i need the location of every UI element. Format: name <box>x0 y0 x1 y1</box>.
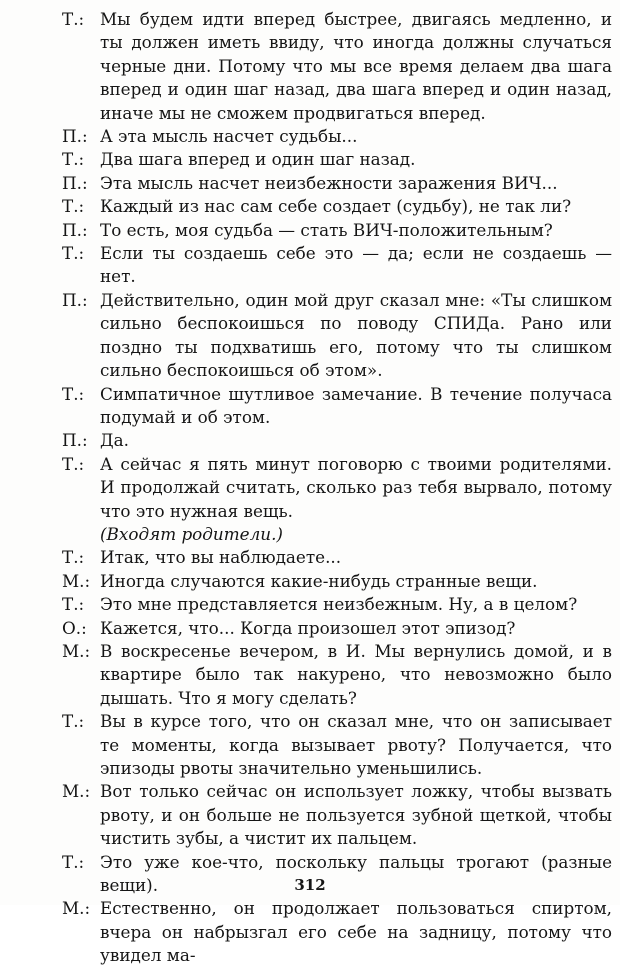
dialogue-line <box>62 242 612 289</box>
speaker-label: П.: <box>62 430 88 451</box>
line-text: Вот только сейчас он использует ложку, чтобы вызвать рвоту, и он больше не пользуется зубной щеткой, чтобы чистить зубы, а чистит их пальцем. <box>100 781 612 849</box>
speaker-label: П.: <box>62 289 88 310</box>
speaker-label: Т.: <box>62 453 85 474</box>
speaker-label: М.: <box>62 640 91 661</box>
speaker-label: Т.: <box>62 547 85 568</box>
speaker-label: О.: <box>62 617 87 638</box>
dialogue-line <box>62 453 612 523</box>
line-text: Каждый из нас сам себе создает (судьбу), не так ли? <box>100 196 572 217</box>
dialogue-line <box>62 148 612 171</box>
dialogue-transcript <box>62 8 612 968</box>
dialogue-line <box>62 219 612 242</box>
dialogue-line <box>62 429 612 452</box>
line-text: Это уже кое-что, поскольку пальцы трогают (разные вещи). <box>100 851 612 896</box>
dialogue-line <box>62 172 612 195</box>
speaker-label: Т.: <box>62 383 85 404</box>
dialogue-line <box>62 570 612 593</box>
line-text: Два шага вперед и один шаг назад. <box>100 149 416 170</box>
line-text: А сейчас я пять минут поговорю с твоими родителями. И продолжай считать, сколько раз тебя вырвало, потому что это нужная вещь. <box>100 453 612 521</box>
line-text: Итак, что вы наблюдаете... <box>100 547 342 568</box>
line-text: Если ты создаешь себе это — да; если не создаешь — нет. <box>100 243 612 287</box>
speaker-label: Т.: <box>62 243 85 264</box>
line-text: Это мне представляется неизбежным. Ну, а в целом? <box>100 594 578 615</box>
line-text: Да. <box>100 430 129 451</box>
line-text: Кажется, что... Когда произошел этот эпизод? <box>100 617 516 638</box>
dialogue-line <box>62 383 612 430</box>
speaker-label: М.: <box>62 570 91 591</box>
line-text: А эта мысль насчет судьбы... <box>100 126 358 147</box>
line-text: То есть, моя судьба — стать ВИЧ-положительным? <box>100 219 553 240</box>
line-text: Иногда случаются какие-нибудь странные вещи. <box>100 570 538 591</box>
dialogue-line <box>62 710 612 780</box>
line-text: Действительно, один мой друг сказал мне: «Ты слишком сильно беспокоишься по поводу СПИДа. Рано или поздно ты подхватишь его, потому что ты слишком сильно беспокоишься об этом». <box>100 289 612 381</box>
dialogue-line <box>62 780 612 850</box>
dialogue-line <box>62 8 612 125</box>
dialogue-line <box>62 289 612 383</box>
speaker-label: Т.: <box>62 149 85 170</box>
speaker-label: П.: <box>62 126 88 147</box>
line-text: Естественно, он продолжает пользоваться спиртом, вчера он набрызгал его себе на задницу, потому что увидел ма- <box>100 898 612 966</box>
speaker-label: М.: <box>62 781 91 802</box>
line-text: Эта мысль насчет неизбежности заражения ВИЧ... <box>100 172 558 193</box>
dialogue-line <box>62 195 612 218</box>
dialogue-line <box>62 617 612 640</box>
dialogue-line <box>62 125 612 148</box>
line-text: Вы в курсе того, что он сказал мне, что он записывает те моменты, когда вызывает рвоту? Получается, что эпизоды рвоты значительно уменьшились. <box>100 711 612 778</box>
dialogue-line <box>62 593 612 616</box>
page-number: 312 <box>294 876 326 894</box>
line-text: Симпатичное шутливое замечание. В течение получаса подумай и об этом. <box>100 383 612 427</box>
speaker-label: Т.: <box>62 196 85 217</box>
dialogue-line <box>62 546 612 569</box>
speaker-label: П.: <box>62 172 88 193</box>
dialogue-line <box>62 640 612 710</box>
speaker-label: Т.: <box>62 851 85 872</box>
speaker-label: П.: <box>62 219 88 240</box>
speaker-label: Т.: <box>62 594 85 615</box>
line-text: В воскресенье вечером, в И. Мы вернулись домой, и в квартире было так накурено, что невозможно было дышать. Что я могу сделать? <box>100 640 612 708</box>
dialogue-line <box>62 897 612 967</box>
stage-direction-text: (Входят родители.) <box>100 523 283 544</box>
stage-direction <box>62 523 612 546</box>
speaker-label: Т.: <box>62 711 85 732</box>
speaker-label: Т.: <box>62 9 85 29</box>
line-text: Мы будем идти вперед быстрее, двигаясь медленно, и ты должен иметь ввиду, что иногда должны случаться черные дни. Потому что мы все время делаем два шага вперед и один шаг назад, два шага вперед и один назад, иначе мы не сможем продвигаться вперед. <box>100 9 612 123</box>
speaker-label: М.: <box>62 898 91 919</box>
